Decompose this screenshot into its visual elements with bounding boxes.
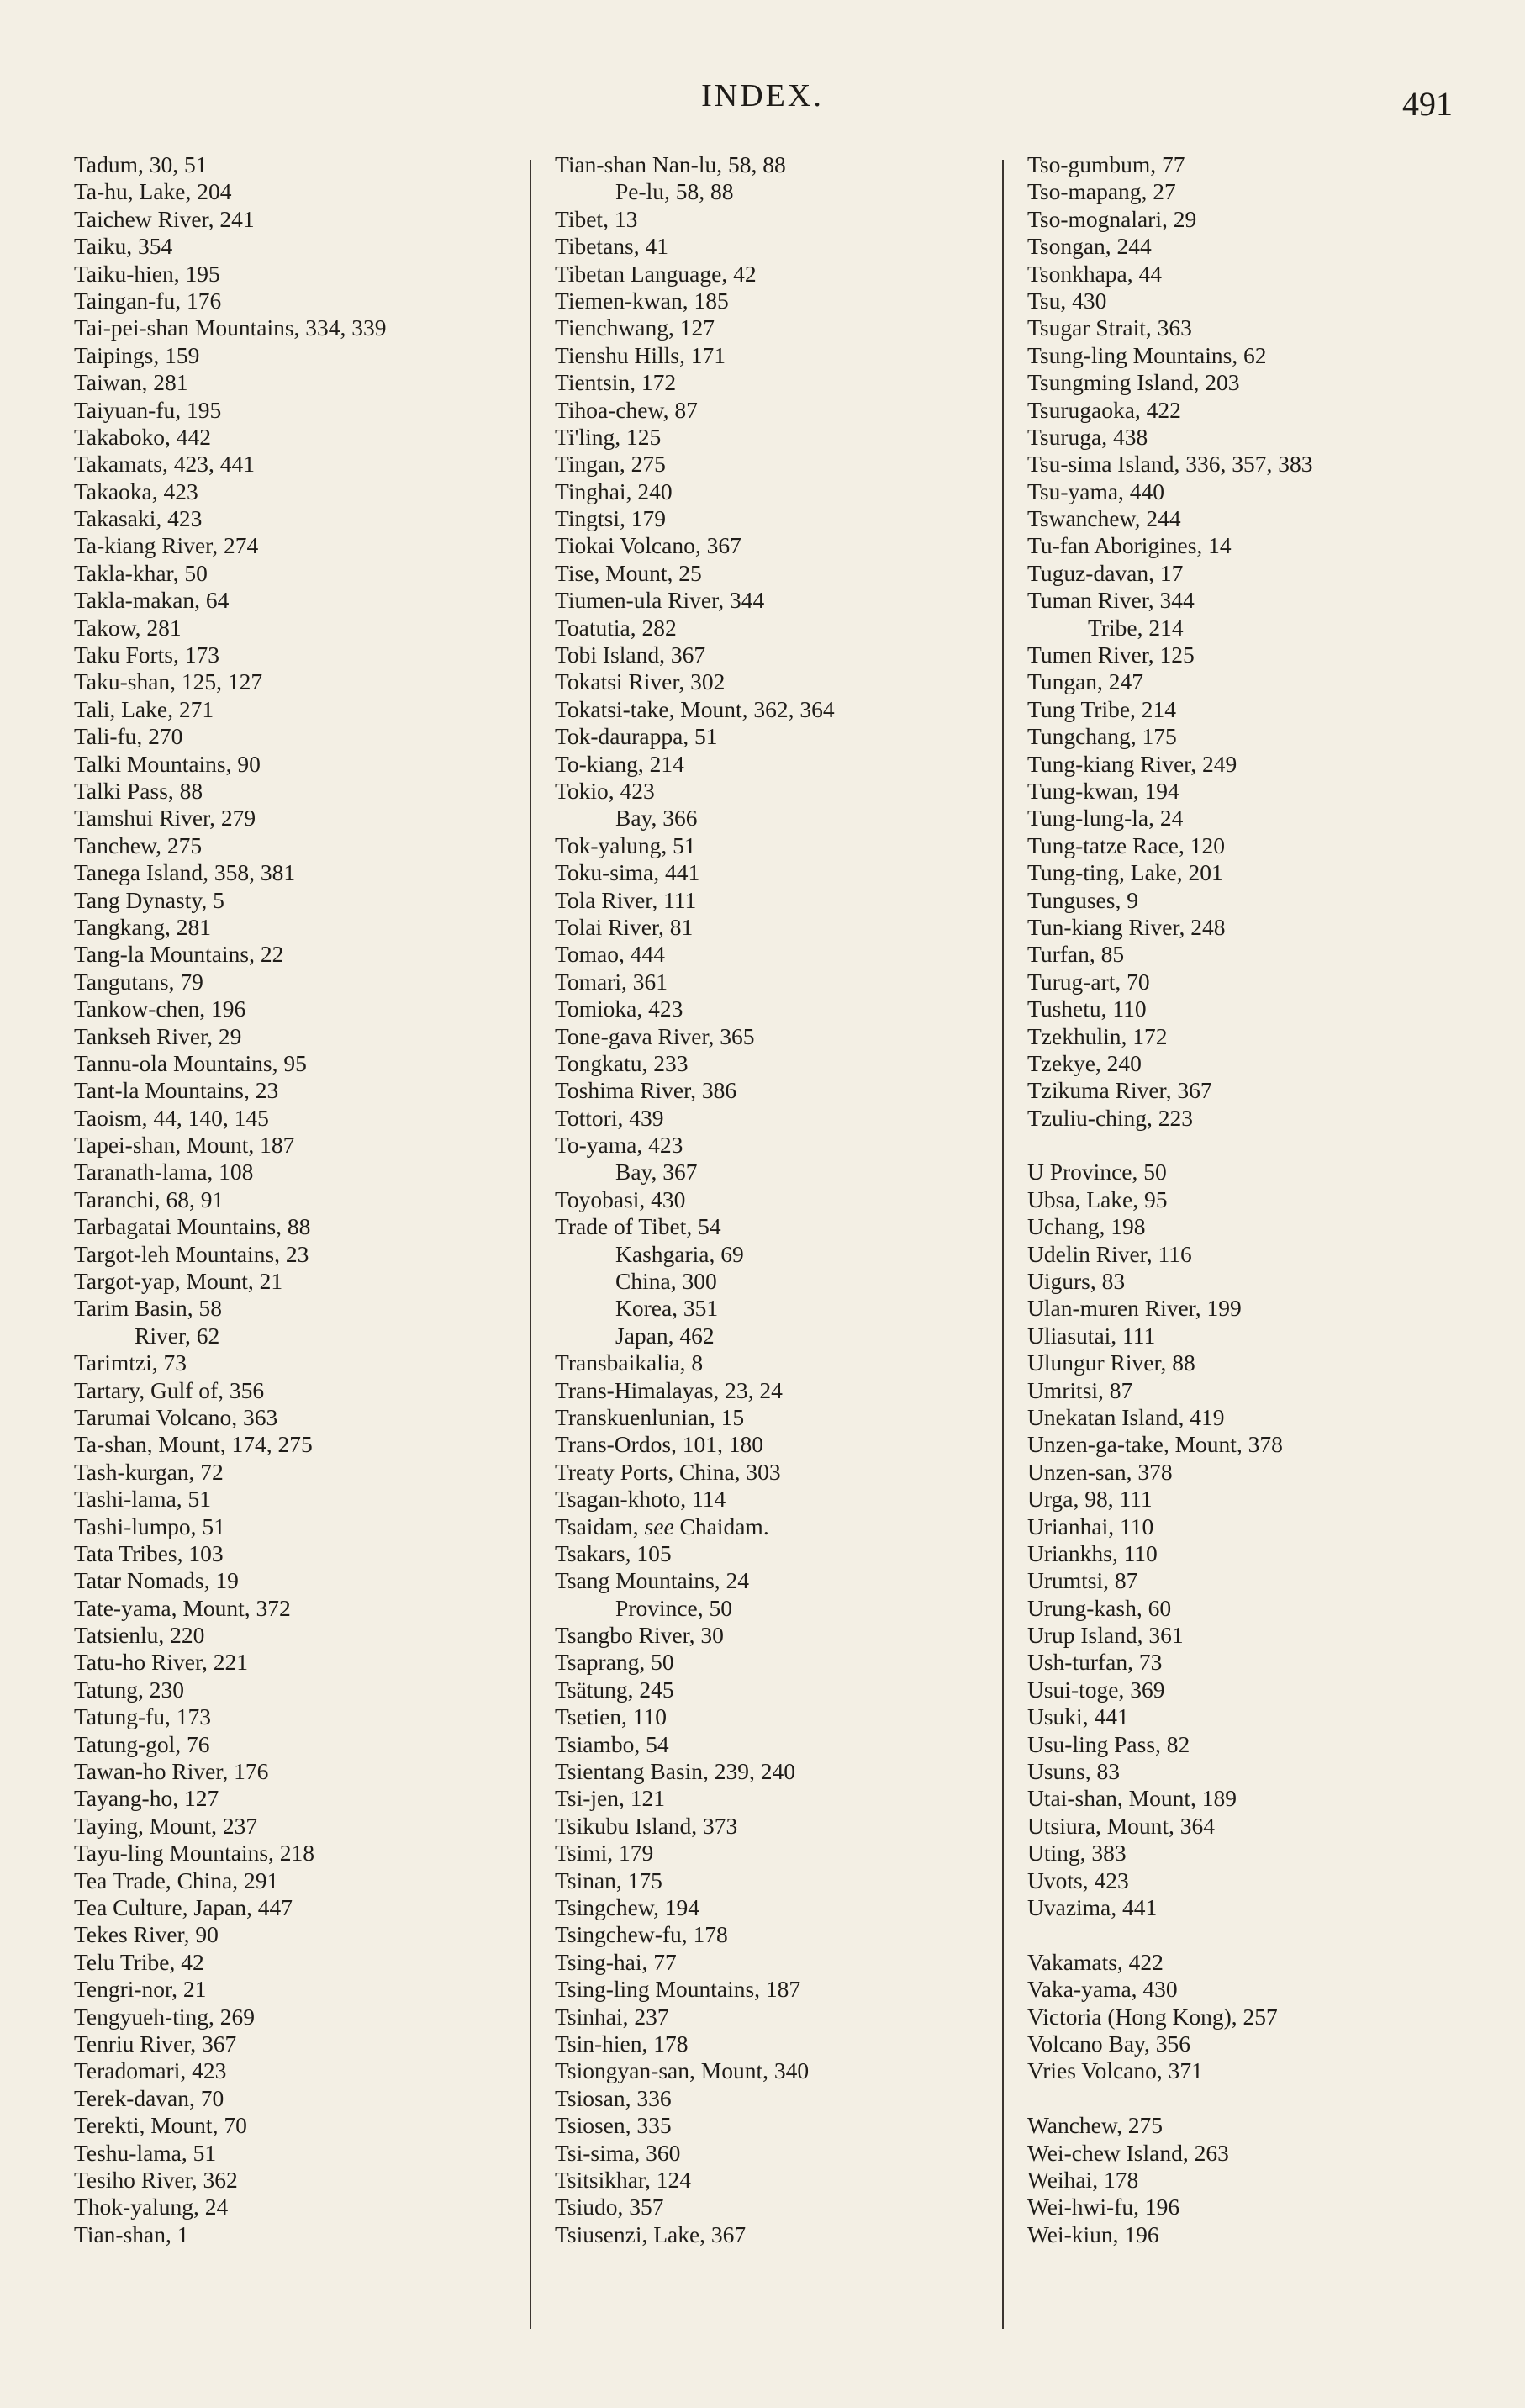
- index-entry: Takow, 281: [74, 614, 182, 641]
- index-entry: Vries Volcano, 371: [1027, 2057, 1203, 2084]
- index-subentry: River, 62: [135, 1322, 220, 1349]
- index-entry: Telu Tribe, 42: [74, 1948, 204, 1975]
- index-entry: Tso-gumbum, 77: [1027, 151, 1185, 177]
- index-entry: U Province, 50: [1027, 1159, 1167, 1186]
- index-entry: Tsagan-khoto, 114: [555, 1486, 726, 1513]
- index-entry: To-yama, 423: [555, 1132, 683, 1159]
- index-entry: Tiumen-ula River, 344: [555, 587, 765, 614]
- index-entry: Victoria (Hong Kong), 257: [1027, 2003, 1278, 2030]
- index-entry: Taku-shan, 125, 127: [74, 668, 263, 695]
- index-entry: Talki Mountains, 90: [74, 750, 261, 777]
- index-entry: Tannu-ola Mountains, 95: [74, 1049, 307, 1076]
- index-entry: Tso-mapang, 27: [1027, 178, 1176, 205]
- index-entry: Tok-yalung, 51: [555, 832, 696, 858]
- index-entry: Tiokai Volcano, 367: [555, 532, 741, 559]
- index-entry: Taiwan, 281: [74, 369, 188, 396]
- index-entry: Tzekhulin, 172: [1027, 1022, 1168, 1049]
- index-entry: Tsu-sima Island, 336, 357, 383: [1027, 451, 1313, 478]
- index-entry: Tsuruga, 438: [1027, 423, 1148, 450]
- index-entry: Vakamats, 422: [1027, 1948, 1164, 1975]
- index-entry: Tongkatu, 233: [555, 1049, 689, 1076]
- index-entry: Tsinan, 175: [555, 1867, 662, 1893]
- index-entry: Toshima River, 386: [555, 1077, 737, 1104]
- index-entry: Tsongan, 244: [1027, 233, 1152, 260]
- index-entry: Tali, Lake, 271: [74, 695, 214, 722]
- index-entry: Tayang-ho, 127: [74, 1785, 219, 1812]
- index-entry: Uriankhs, 110: [1027, 1539, 1158, 1566]
- index-entry: Tata Tribes, 103: [74, 1539, 224, 1566]
- index-entry: Tsungming Island, 203: [1027, 369, 1240, 396]
- index-entry: Tsaprang, 50: [555, 1649, 674, 1676]
- index-entry: Tsing-ling Mountains, 187: [555, 1976, 801, 2003]
- index-entry: Tashi-lama, 51: [74, 1486, 212, 1513]
- index-entry: Tesiho River, 362: [74, 2166, 238, 2193]
- index-entry: Tangutans, 79: [74, 968, 203, 995]
- index-entry: Tamshui River, 279: [74, 805, 256, 832]
- index-entry: Tayu-ling Mountains, 218: [74, 1840, 315, 1867]
- index-entry: Teradomari, 423: [74, 2057, 227, 2084]
- index-column-1: [74, 151, 545, 2337]
- index-entry: Usuns, 83: [1027, 1758, 1121, 1785]
- index-entry: Wei-chew Island, 263: [1027, 2139, 1229, 2166]
- index-entry: Udelin River, 116: [1027, 1240, 1192, 1267]
- index-entry: Trade of Tibet, 54: [555, 1213, 721, 1240]
- index-entry: Tunguses, 9: [1027, 886, 1138, 913]
- index-entry: Tekes River, 90: [74, 1921, 219, 1948]
- index-entry: Tientsin, 172: [555, 369, 677, 396]
- index-entry: Tungchang, 175: [1027, 723, 1177, 750]
- index-entry: Tatung-fu, 173: [74, 1703, 212, 1730]
- index-entry: Tali-fu, 270: [74, 723, 183, 750]
- index-entry: Tankow-chen, 196: [74, 995, 246, 1022]
- index-entry: Tsakars, 105: [555, 1539, 672, 1566]
- index-entry: Unzen-san, 378: [1027, 1458, 1173, 1485]
- index-subentry: Pe-lu, 58, 88: [615, 178, 734, 205]
- index-entry: Tibetans, 41: [555, 233, 668, 260]
- index-entry: Teshu-lama, 51: [74, 2139, 217, 2166]
- index-entry: Treaty Ports, China, 303: [555, 1458, 781, 1485]
- index-entry: Toatutia, 282: [555, 614, 677, 641]
- index-entry: Tatu-ho River, 221: [74, 1649, 249, 1676]
- index-entry: Tok-daurappa, 51: [555, 723, 718, 750]
- index-entry: Tibetan Language, 42: [555, 260, 757, 287]
- index-subentry: Bay, 366: [615, 805, 698, 832]
- index-entry: Tomioka, 423: [555, 995, 683, 1022]
- index-entry: Tolai River, 81: [555, 913, 694, 940]
- index-entry: Tzuliu-ching, 223: [1027, 1104, 1194, 1131]
- index-entry: Utai-shan, Mount, 189: [1027, 1785, 1237, 1812]
- index-entry: Tsangbo River, 30: [555, 1622, 724, 1649]
- index-entry: Uchang, 198: [1027, 1213, 1146, 1240]
- index-entry: Tingan, 275: [555, 451, 666, 478]
- index-entry: Takaoka, 423: [74, 478, 198, 504]
- index-entry: Ulan-muren River, 199: [1027, 1295, 1242, 1322]
- index-entry: Ush-turfan, 73: [1027, 1649, 1163, 1676]
- index-entry: Toyobasi, 430: [555, 1186, 686, 1212]
- index-entry: Tsingchew, 194: [555, 1894, 699, 1920]
- index-entry: To-kiang, 214: [555, 750, 684, 777]
- index-entry: Tea Trade, China, 291: [74, 1867, 279, 1893]
- index-entry: Tsimi, 179: [555, 1840, 654, 1867]
- index-entry: Tengri-nor, 21: [74, 1976, 207, 2003]
- index-entry: Tokio, 423: [555, 777, 655, 804]
- index-entry: Wei-hwi-fu, 196: [1027, 2194, 1180, 2221]
- index-entry: Tiemen-kwan, 185: [555, 287, 729, 314]
- index-entry: Tun-kiang River, 248: [1027, 913, 1226, 940]
- index-entry: Tobi Island, 367: [555, 642, 706, 668]
- index-entry: Toku-sima, 441: [555, 859, 700, 886]
- page-title: INDEX.: [701, 78, 824, 114]
- index-entry: Tu-fan Aborigines, 14: [1027, 532, 1232, 559]
- index-entry: Tise, Mount, 25: [555, 559, 702, 586]
- index-entry: Tsinhai, 237: [555, 2003, 669, 2030]
- index-entry: Vaka-yama, 430: [1027, 1976, 1178, 2003]
- index-entry: Tottori, 439: [555, 1104, 664, 1131]
- index-entry: Uvots, 423: [1027, 1867, 1129, 1893]
- index-entry: Tung-tatze Race, 120: [1027, 832, 1225, 858]
- index-entry: Takla-khar, 50: [74, 559, 208, 586]
- index-entry: Tian-shan, 1: [74, 2221, 189, 2247]
- index-entry: Tsiusenzi, Lake, 367: [555, 2221, 747, 2247]
- index-entry: Tsang Mountains, 24: [555, 1567, 750, 1594]
- index-subentry: Bay, 367: [615, 1159, 698, 1186]
- index-entry: Ta-hu, Lake, 204: [74, 178, 232, 205]
- index-entry: Tsiosen, 335: [555, 2112, 672, 2139]
- index-entry: Tsingchew-fu, 178: [555, 1921, 728, 1948]
- index-subentry: Province, 50: [615, 1594, 733, 1621]
- index-subentry: Japan, 462: [615, 1322, 715, 1349]
- index-entry: Terekti, Mount, 70: [74, 2112, 247, 2139]
- index-entry: Taying, Mount, 237: [74, 1812, 258, 1839]
- index-entry: Taiku, 354: [74, 233, 173, 260]
- index-entry: Weihai, 178: [1027, 2166, 1139, 2193]
- index-entry: Tsin-hien, 178: [555, 2030, 689, 2057]
- index-entry: Tsung-ling Mountains, 62: [1027, 341, 1267, 368]
- index-entry: Tsiudo, 357: [555, 2194, 664, 2221]
- index-entry: Tola River, 111: [555, 886, 697, 913]
- index-entry: Thok-yalung, 24: [74, 2194, 229, 2221]
- index-entry: Tsetien, 110: [555, 1703, 668, 1730]
- index-entry: Uting, 383: [1027, 1840, 1127, 1867]
- index-entry: Tang Dynasty, 5: [74, 886, 224, 913]
- index-column-3: [1027, 151, 1515, 2337]
- index-entry: Tienchwang, 127: [555, 314, 715, 341]
- index-entry: Takaboko, 442: [74, 423, 212, 450]
- index-entry: Urga, 98, 111: [1027, 1486, 1153, 1513]
- section-gap: [1027, 2085, 1515, 2112]
- index-entry: Wei-kiun, 196: [1027, 2221, 1159, 2247]
- index-entry: Usu-ling Pass, 82: [1027, 1730, 1190, 1757]
- index-entry: Tsitsikhar, 124: [555, 2166, 691, 2193]
- index-entry: Tate-yama, Mount, 372: [74, 1594, 291, 1621]
- index-entry: Urumtsi, 87: [1027, 1567, 1138, 1594]
- index-entry: Tsu-yama, 440: [1027, 478, 1165, 504]
- index-entry: Tsurugaoka, 422: [1027, 396, 1181, 423]
- index-entry: Taranath-lama, 108: [74, 1159, 254, 1186]
- index-entry: Tadum, 30, 51: [74, 151, 208, 177]
- index-entry: Ubsa, Lake, 95: [1027, 1186, 1168, 1212]
- index-entry: Taku Forts, 173: [74, 642, 220, 668]
- index-entry: Taranchi, 68, 91: [74, 1186, 224, 1212]
- index-entry: Turug-art, 70: [1027, 968, 1150, 995]
- index-entry: Tenriu River, 367: [74, 2030, 237, 2057]
- index-entry: Tungan, 247: [1027, 668, 1144, 695]
- index-entry: Tsikubu Island, 373: [555, 1812, 738, 1839]
- index-entry: Tatar Nomads, 19: [74, 1567, 239, 1594]
- index-entry: Tatung-gol, 76: [74, 1730, 210, 1757]
- index-entry: Takasaki, 423: [74, 505, 203, 532]
- index-entry: Urung-kash, 60: [1027, 1594, 1172, 1621]
- index-entry: Tarim Basin, 58: [74, 1295, 223, 1322]
- index-entry: Tatung, 230: [74, 1676, 184, 1703]
- index-entry: Tarumai Volcano, 363: [74, 1403, 278, 1430]
- page-header: [0, 0, 1525, 135]
- index-entry: Tomari, 361: [555, 968, 668, 995]
- index-entry: Transbaikalia, 8: [555, 1349, 704, 1376]
- index-entry: Tian-shan Nan-lu, 58, 88: [555, 151, 786, 177]
- index-entry: Uigurs, 83: [1027, 1268, 1126, 1295]
- index-subentry: Korea, 351: [615, 1295, 719, 1322]
- index-entry: Urup Island, 361: [1027, 1622, 1184, 1649]
- index-entry: Tapei-shan, Mount, 187: [74, 1132, 295, 1159]
- index-entry: Tarimtzi, 73: [74, 1349, 187, 1376]
- index-entry: Taingan-fu, 176: [74, 287, 222, 314]
- index-entry: Tung-kwan, 194: [1027, 777, 1179, 804]
- index-entry: Takamats, 423, 441: [74, 451, 255, 478]
- index-entry: Taichew River, 241: [74, 205, 255, 232]
- index-entry: Tsätung, 245: [555, 1676, 674, 1703]
- index-entry: Tokatsi River, 302: [555, 668, 726, 695]
- index-entry: Tarbagatai Mountains, 88: [74, 1213, 311, 1240]
- index-entry: Tartary, Gulf of, 356: [74, 1376, 265, 1403]
- index-entry: Tsing-hai, 77: [555, 1948, 677, 1975]
- section-gap: [1027, 1921, 1515, 1948]
- index-entry: Tswanchew, 244: [1027, 505, 1181, 532]
- index-entry: Tzikuma River, 367: [1027, 1077, 1212, 1104]
- index-entry: Tienshu Hills, 171: [555, 341, 726, 368]
- index-entry: Turfan, 85: [1027, 941, 1125, 968]
- index-entry: Targot-yap, Mount, 21: [74, 1268, 283, 1295]
- index-subentry: China, 300: [615, 1268, 717, 1295]
- index-entry: Tash-kurgan, 72: [74, 1458, 224, 1485]
- index-entry: Tung-ting, Lake, 201: [1027, 859, 1223, 886]
- column-divider: [1002, 160, 1004, 2329]
- index-entry: Tanchew, 275: [74, 832, 203, 858]
- index-entry: Tsiongyan-san, Mount, 340: [555, 2057, 810, 2084]
- index-entry: Tankseh River, 29: [74, 1022, 242, 1049]
- index-entry: Tuguz-davan, 17: [1027, 559, 1184, 586]
- index-entry: Tumen River, 125: [1027, 642, 1195, 668]
- index-entry: Tsaidam, see Chaidam.: [555, 1513, 769, 1539]
- index-entry: Takla-makan, 64: [74, 587, 230, 614]
- index-entry: Tinghai, 240: [555, 478, 673, 504]
- index-subentry: Kashgaria, 69: [615, 1240, 744, 1267]
- index-entry: Tsi-sima, 360: [555, 2139, 681, 2166]
- index-entry: Trans-Himalayas, 23, 24: [555, 1376, 783, 1403]
- index-entry: Utsiura, Mount, 364: [1027, 1812, 1216, 1839]
- index-entry: Unekatan Island, 419: [1027, 1403, 1225, 1430]
- index-entry: Ta-kiang River, 274: [74, 532, 259, 559]
- index-entry: Tsiosan, 336: [555, 2084, 672, 2111]
- index-entry: Tsu, 430: [1027, 287, 1107, 314]
- index-entry: Tso-mognalari, 29: [1027, 205, 1197, 232]
- index-entry: Tokatsi-take, Mount, 362, 364: [555, 695, 835, 722]
- index-column-2: [555, 151, 992, 2337]
- index-entry: Tingtsi, 179: [555, 505, 666, 532]
- index-entry: Tangkang, 281: [74, 913, 212, 940]
- index-entry: Transkuenlunian, 15: [555, 1403, 745, 1430]
- index-entry: Tawan-ho River, 176: [74, 1758, 269, 1785]
- index-entry: Tsientang Basin, 239, 240: [555, 1758, 796, 1785]
- index-entry: Urianhai, 110: [1027, 1513, 1154, 1539]
- index-entry: Tihoa-chew, 87: [555, 396, 698, 423]
- index-entry: Taiku-hien, 195: [74, 260, 220, 287]
- index-entry: Umritsi, 87: [1027, 1376, 1133, 1403]
- index-entry: Wanchew, 275: [1027, 2112, 1163, 2139]
- index-entry: Volcano Bay, 356: [1027, 2030, 1191, 2057]
- index-entry: Trans-Ordos, 101, 180: [555, 1431, 764, 1458]
- index-entry: Terek-davan, 70: [74, 2084, 224, 2111]
- index-entry: Tang-la Mountains, 22: [74, 941, 284, 968]
- index-entry: Tung-kiang River, 249: [1027, 750, 1237, 777]
- index-entry: Unzen-ga-take, Mount, 378: [1027, 1431, 1283, 1458]
- index-entry: Tung Tribe, 214: [1027, 695, 1177, 722]
- index-entry: Tuman River, 344: [1027, 587, 1195, 614]
- index-entry: Tsi-jen, 121: [555, 1785, 665, 1812]
- index-entry: Ulungur River, 88: [1027, 1349, 1195, 1376]
- index-entry: Targot-leh Mountains, 23: [74, 1240, 309, 1267]
- index-entry: Ti'ling, 125: [555, 423, 662, 450]
- index-entry: Taoism, 44, 140, 145: [74, 1104, 269, 1131]
- index-entry: Tanega Island, 358, 381: [74, 859, 296, 886]
- index-subentry: Tribe, 214: [1088, 614, 1184, 641]
- index-entry: Uliasutai, 111: [1027, 1322, 1156, 1349]
- index-entry: Uvazima, 441: [1027, 1894, 1158, 1920]
- index-entry: Tsonkhapa, 44: [1027, 260, 1162, 287]
- index-entry: Tsiambo, 54: [555, 1730, 669, 1757]
- index-entry: Tea Culture, Japan, 447: [74, 1894, 293, 1920]
- index-entry: Usui-toge, 369: [1027, 1676, 1165, 1703]
- index-entry: Ta-shan, Mount, 174, 275: [74, 1431, 313, 1458]
- index-entry: Tatsienlu, 220: [74, 1622, 205, 1649]
- index-entry: Talki Pass, 88: [74, 777, 203, 804]
- index-entry: Tai-pei-shan Mountains, 334, 339: [74, 314, 387, 341]
- index-entry: Tengyueh-ting, 269: [74, 2003, 255, 2030]
- index-entry: Taiyuan-fu, 195: [74, 396, 222, 423]
- index-entry: Tzekye, 240: [1027, 1049, 1142, 1076]
- index-entry: Tant-la Mountains, 23: [74, 1077, 279, 1104]
- page-number: 491: [1402, 85, 1453, 123]
- index-entry: Tung-lung-la, 24: [1027, 805, 1184, 832]
- index-entry: Taipings, 159: [74, 341, 200, 368]
- index-entry: Tashi-lumpo, 51: [74, 1513, 225, 1539]
- index-entry: Usuki, 441: [1027, 1703, 1129, 1730]
- index-entry: Tone-gava River, 365: [555, 1022, 755, 1049]
- section-gap: [1027, 1132, 1515, 1159]
- index-entry: Tibet, 13: [555, 205, 638, 232]
- index-entry: Tomao, 444: [555, 941, 665, 968]
- index-entry: Tushetu, 110: [1027, 995, 1147, 1022]
- index-entry: Tsugar Strait, 363: [1027, 314, 1192, 341]
